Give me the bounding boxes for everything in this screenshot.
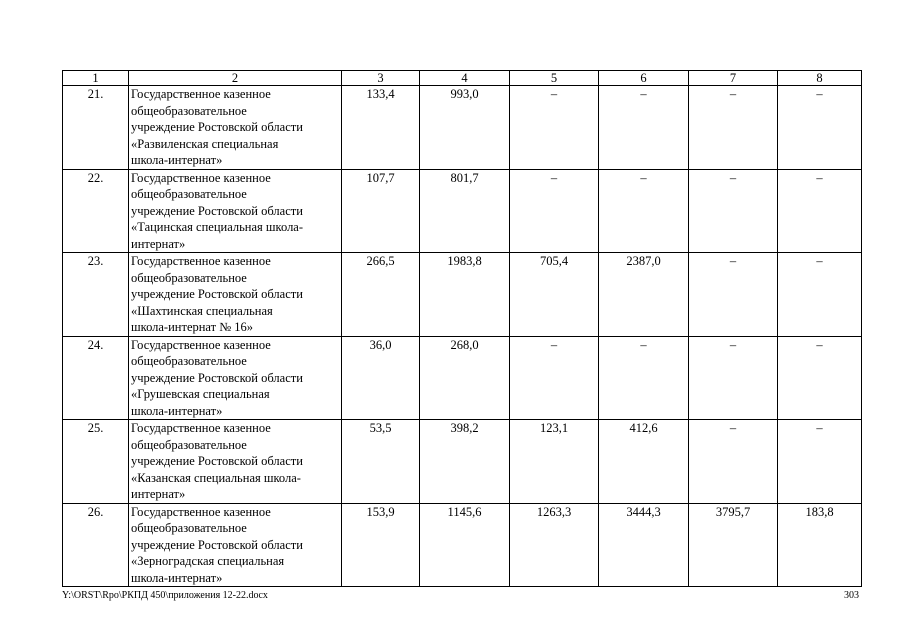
row-number: 24. — [63, 336, 129, 420]
column-header: 6 — [599, 71, 689, 86]
value-cell: 1263,3 — [510, 503, 599, 587]
value-cell: 3444,3 — [599, 503, 689, 587]
institution-name: Государственное казенное общеобразовательное учреждение Ростовской области «Шахтинская специальная школа-интернат № 16» — [129, 253, 342, 337]
value-cell: 1983,8 — [420, 253, 510, 337]
value-cell: 36,0 — [342, 336, 420, 420]
value-cell: – — [689, 420, 778, 504]
value-cell: – — [689, 86, 778, 170]
value-cell: – — [778, 253, 862, 337]
value-cell: – — [689, 253, 778, 337]
value-cell: – — [778, 86, 862, 170]
value-cell: – — [510, 336, 599, 420]
data-table — [62, 70, 862, 587]
value-cell: 107,7 — [342, 169, 420, 253]
column-header: 2 — [129, 71, 342, 86]
value-cell: – — [510, 86, 599, 170]
page-number: 303 — [844, 590, 859, 601]
value-cell: 153,9 — [342, 503, 420, 587]
value-cell: 398,2 — [420, 420, 510, 504]
file-path: Y:\ORST\Rpo\РКПД 450\приложения 12-22.docx — [62, 590, 268, 601]
table-row — [63, 253, 862, 337]
institution-name: Государственное казенное общеобразовательное учреждение Ростовской области «Грушевская специальная школа-интернат» — [129, 336, 342, 420]
value-cell: – — [689, 169, 778, 253]
value-cell: – — [778, 420, 862, 504]
column-header: 3 — [342, 71, 420, 86]
column-header: 4 — [420, 71, 510, 86]
table-row — [63, 86, 862, 170]
value-cell: 801,7 — [420, 169, 510, 253]
value-cell: – — [778, 169, 862, 253]
value-cell: 268,0 — [420, 336, 510, 420]
institution-name: Государственное казенное общеобразовательное учреждение Ростовской области «Казанская специальная школа- интернат» — [129, 420, 342, 504]
value-cell: 123,1 — [510, 420, 599, 504]
value-cell: 1145,6 — [420, 503, 510, 587]
value-cell: 3795,7 — [689, 503, 778, 587]
row-number: 26. — [63, 503, 129, 587]
table-header-row — [63, 71, 862, 86]
value-cell: 133,4 — [342, 86, 420, 170]
value-cell: 53,5 — [342, 420, 420, 504]
table-row — [63, 420, 862, 504]
value-cell: 2387,0 — [599, 253, 689, 337]
column-header: 7 — [689, 71, 778, 86]
table-row — [63, 169, 862, 253]
table-row — [63, 336, 862, 420]
value-cell: – — [689, 336, 778, 420]
value-cell: 412,6 — [599, 420, 689, 504]
value-cell: 266,5 — [342, 253, 420, 337]
institution-name: Государственное казенное общеобразовательное учреждение Ростовской области «Развиленская специальная школа-интернат» — [129, 86, 342, 170]
table-row — [63, 503, 862, 587]
value-cell: 993,0 — [420, 86, 510, 170]
value-cell: – — [778, 336, 862, 420]
row-number: 21. — [63, 86, 129, 170]
column-header: 5 — [510, 71, 599, 86]
value-cell: – — [599, 336, 689, 420]
value-cell: – — [599, 169, 689, 253]
value-cell: – — [510, 169, 599, 253]
row-number: 22. — [63, 169, 129, 253]
column-header: 8 — [778, 71, 862, 86]
value-cell: 705,4 — [510, 253, 599, 337]
institution-name: Государственное казенное общеобразовательное учреждение Ростовской области «Зерноградская специальная школа-интернат» — [129, 503, 342, 587]
row-number: 23. — [63, 253, 129, 337]
row-number: 25. — [63, 420, 129, 504]
institution-name: Государственное казенное общеобразовательное учреждение Ростовской области «Тацинская специальная школа- интернат» — [129, 169, 342, 253]
value-cell: 183,8 — [778, 503, 862, 587]
column-header: 1 — [63, 71, 129, 86]
value-cell: – — [599, 86, 689, 170]
